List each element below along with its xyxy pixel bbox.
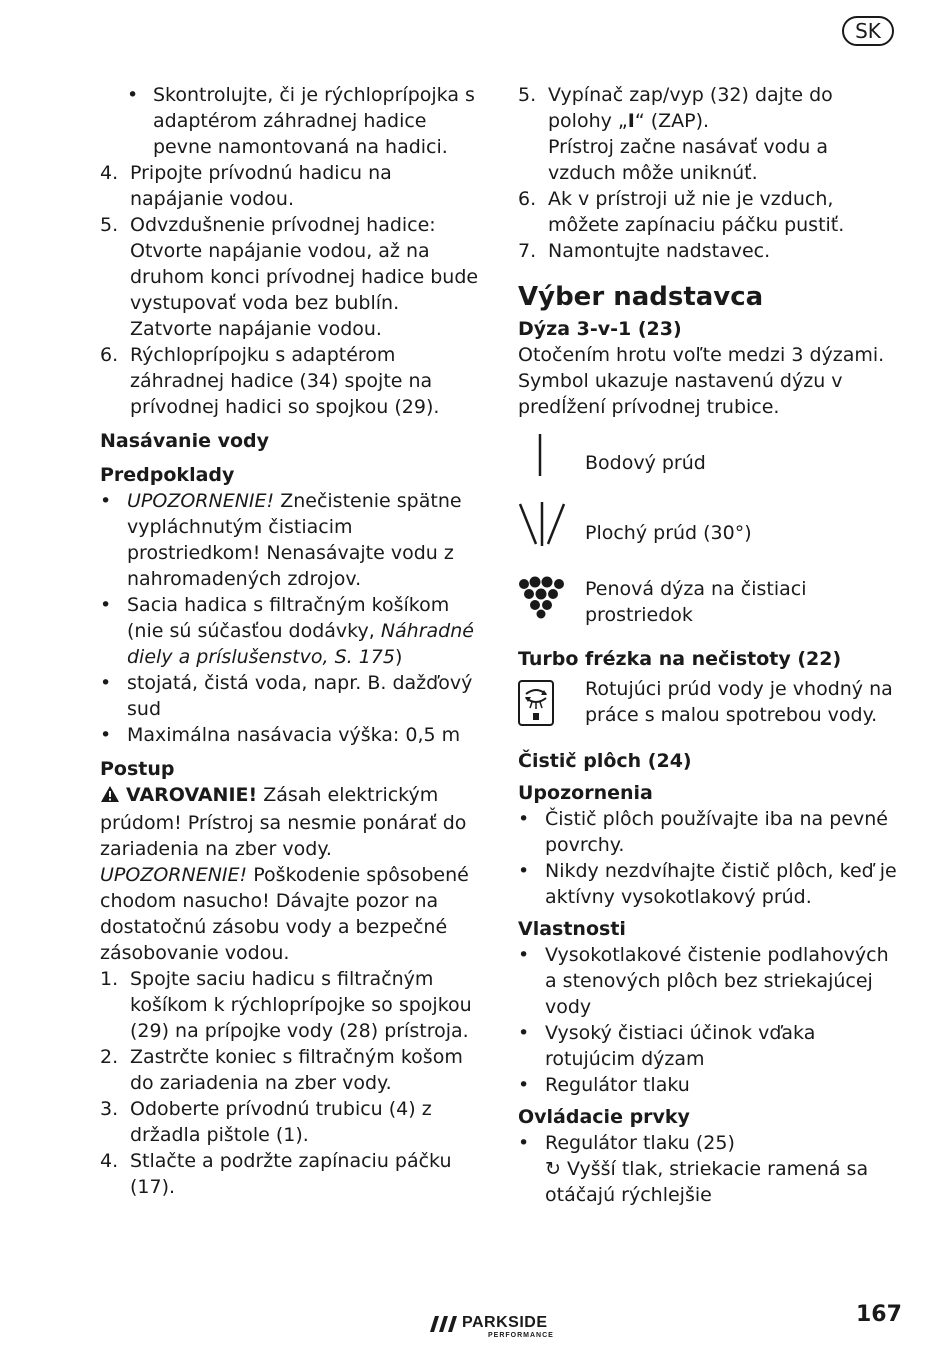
list-item xyxy=(518,942,898,1020)
flat-jet-icon xyxy=(518,500,568,557)
turbo-description: Rotujúci prúd vody je vhodný na práce s malou spotrebou vody. xyxy=(585,678,893,726)
caution-text: Poškodenie spôsobené chodom nasucho! Dávajte pozor na dostatočnú zásobu vody a bezpečné zásobovanie vodou. xyxy=(100,864,469,964)
step-number: 6. xyxy=(518,188,537,210)
list-item-text: Vysokotlakové čistenie podlahových a stenových plôch bez striekajúcej vody xyxy=(545,944,889,1018)
step-6 xyxy=(518,186,898,238)
step-4 xyxy=(100,160,480,212)
heading-procedure: Postup xyxy=(100,758,175,780)
heading-turbo: Turbo frézka na nečistoty (22) xyxy=(518,648,842,670)
bullet: • xyxy=(100,594,112,616)
step-number: 7. xyxy=(518,240,537,262)
caution-label: UPOZORNENIE! xyxy=(127,490,275,512)
list-item xyxy=(100,670,480,722)
list-item-text: Sacia hadica s filtračným košíkom (nie sú súčasťou dodávky, xyxy=(127,594,450,642)
bullet: • xyxy=(518,1132,530,1154)
list-item-text: ) xyxy=(394,646,403,668)
nozzle-mode-point xyxy=(518,432,898,496)
foam-nozzle-icon xyxy=(518,576,568,627)
list-item-text: Vyšší tlak, striekacie ramená sa otáčajú rýchlejšie xyxy=(545,1158,869,1206)
list-item-text: Skontrolujte, či je rýchloprípojka s adaptérom záhradnej hadice pevne namontovaná na hadici. xyxy=(153,84,475,158)
heading-warnings: Upozornenia xyxy=(518,782,653,804)
step-5 xyxy=(100,212,480,342)
list-item-text: Nikdy nezdvíhajte čistič plôch, keď je aktívny vysokotlakový prúd. xyxy=(545,860,897,908)
bullet: • xyxy=(100,490,112,512)
section-title: Výber nadstavca xyxy=(518,282,764,312)
bullet: • xyxy=(518,808,530,830)
heading-prerequisites: Predpoklady xyxy=(100,464,235,486)
step-text: “ (ZAP). xyxy=(634,110,710,132)
bullet: • xyxy=(518,1074,530,1096)
heading-suction: Nasávanie vody xyxy=(100,430,270,452)
step-text: Namontujte nadstavec. xyxy=(548,240,771,262)
step-7 xyxy=(518,238,898,264)
step-number: 5. xyxy=(518,84,537,106)
step-number: 3. xyxy=(100,1098,119,1120)
left-column xyxy=(100,82,480,1200)
list-item xyxy=(100,488,480,592)
warning-label: VAROVANIE! xyxy=(126,784,258,806)
bullet: • xyxy=(518,944,530,966)
step-6 xyxy=(100,342,480,420)
list-item xyxy=(518,806,898,858)
caution-paragraph xyxy=(100,862,480,966)
step-4b xyxy=(100,1148,480,1200)
heading-nozzle: Dýza 3-v-1 (23) xyxy=(518,318,682,340)
brand-logo xyxy=(430,1313,580,1347)
step-number: 2. xyxy=(100,1046,119,1068)
bullet: • xyxy=(518,860,530,882)
step-text: Prístroj začne nasávať vodu a vzduch môže uniknúť. xyxy=(548,136,828,184)
switch-position: I xyxy=(627,110,635,132)
nozzle-description: Otočením hrotu voľte medzi 3 dýzami. Symbol ukazuje nastavenú dýzu v predĺžení prívodnej trubice. xyxy=(518,344,885,418)
bullet: • xyxy=(100,724,112,746)
list-item xyxy=(100,592,480,670)
list-item-text: Čistič plôch používajte iba na pevné povrchy. xyxy=(545,808,888,856)
heading-controls: Ovládacie prvky xyxy=(518,1106,690,1128)
step-1 xyxy=(100,966,480,1044)
warning-text: Zásah elektrickým prúdom! Prístroj sa nesmie ponárať do zariadenia na zber vody. xyxy=(100,784,467,860)
list-item-text: Znečistenie spätne vypláchnutým čistiacim prostriedkom! Nenasávajte vodu z nahromadených zdrojov. xyxy=(127,490,462,590)
list-item-text: Maximálna nasávacia výška: 0,5 m xyxy=(127,724,461,746)
step-number: 4. xyxy=(100,162,119,184)
list-item-text: stojatá, čistá voda, napr. B. dažďový sud xyxy=(127,672,473,720)
right-column xyxy=(518,82,898,1208)
brand-subline: PERFORMANCE xyxy=(488,1332,554,1339)
list-item xyxy=(100,722,480,748)
step-number: 5. xyxy=(100,214,119,236)
step-number: 4. xyxy=(100,1150,119,1172)
bullet: • xyxy=(127,84,139,106)
step-text: Odvzdušnenie prívodnej hadice: Otvorte napájanie vodou, až na druhom konci prívodnej hadice bude vystupovať voda bez bublín. Zatvorte napájanie vodou. xyxy=(130,214,479,340)
step-number: 6. xyxy=(100,344,119,366)
nozzle-mode-label: Bodový prúd xyxy=(585,452,706,474)
caution-label: UPOZORNENIE! xyxy=(100,864,248,886)
step-text: Ak v prístroji už nie je vzduch, môžete zapínaciu páčku pustiť. xyxy=(548,188,845,236)
bullet: • xyxy=(518,1022,530,1044)
warning-triangle-icon xyxy=(100,784,120,810)
step-text: Stlačte a podržte zapínaciu páčku (17). xyxy=(130,1150,452,1198)
point-jet-icon xyxy=(518,432,568,485)
page-number: 167 xyxy=(856,1302,902,1327)
list-item xyxy=(518,1020,898,1072)
list-item-text: Regulátor tlaku xyxy=(545,1074,690,1096)
step-text: Odoberte prívodnú trubicu (4) z držadla pištole (1). xyxy=(130,1098,432,1146)
step-2 xyxy=(100,1044,480,1096)
list-item xyxy=(518,1130,898,1208)
heading-properties: Vlastnosti xyxy=(518,918,626,940)
turbo-row xyxy=(518,676,898,748)
rotate-clockwise-icon: ↻ xyxy=(545,1158,561,1180)
list-item xyxy=(518,858,898,910)
nozzle-mode-label: Plochý prúd (30°) xyxy=(585,522,752,544)
nozzle-mode-label: Penová dýza na čistiaci prostriedok xyxy=(585,578,807,626)
nozzle-mode-foam xyxy=(518,576,898,638)
list-item-text: Regulátor tlaku (25) xyxy=(545,1132,735,1154)
heading-surface-cleaner: Čistič plôch (24) xyxy=(518,750,692,772)
step-text: Pripojte prívodnú hadicu na napájanie vodou. xyxy=(130,162,392,210)
turbo-rotation-icon xyxy=(518,680,556,733)
step-text: Zastrčte koniec s filtračným košom do zariadenia na zber vody. xyxy=(130,1046,463,1094)
bullet: • xyxy=(100,672,112,694)
nozzle-mode-flat xyxy=(518,496,898,570)
step-text: Vypínač zap/vyp (32) dajte do polohy „ xyxy=(548,84,833,132)
list-item-text: Vysoký čistiaci účinok vďaka rotujúcim dýzam xyxy=(545,1022,816,1070)
step-3 xyxy=(100,1096,480,1148)
step-text: Rýchloprípojku s adaptérom záhradnej hadice (34) spojte na prívodnej hadici so spojkou (29). xyxy=(130,344,440,418)
cross-reference: Náhradné diely a príslušenstvo, S. 175 xyxy=(127,620,474,668)
step-text: Spojte saciu hadicu s filtračným košíkom k rýchloprípojke so spojkou (29) na prípojke vody (28) prístroja. xyxy=(130,968,472,1042)
warning-paragraph xyxy=(100,782,480,862)
language-badge: SK xyxy=(842,16,894,46)
list-item xyxy=(100,82,480,160)
step-number: 1. xyxy=(100,968,119,990)
step-5 xyxy=(518,82,898,186)
brand-name: PARKSIDE xyxy=(462,1314,548,1331)
brand-stripes-icon xyxy=(430,1316,458,1332)
list-item xyxy=(518,1072,898,1098)
